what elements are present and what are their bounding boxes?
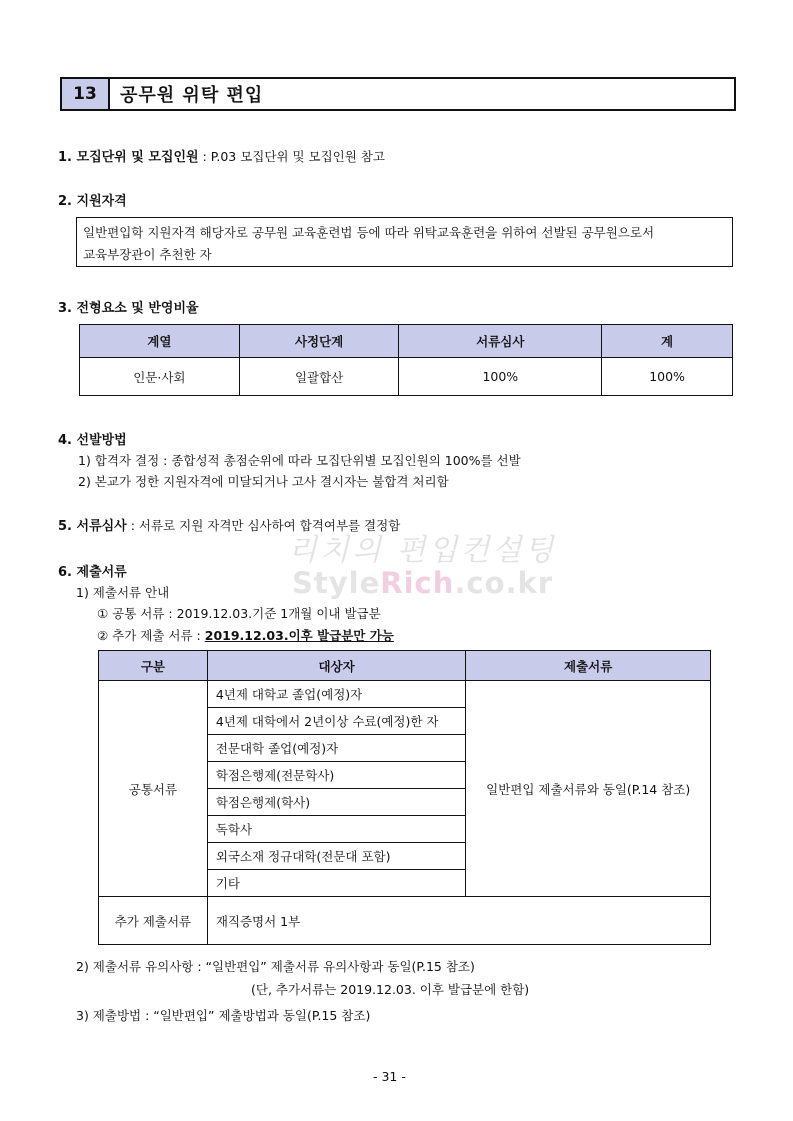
watermark-url-part: .co.kr <box>454 566 554 600</box>
section-4-title: 4. 선발방법 <box>58 433 127 448</box>
table-row <box>99 897 711 945</box>
table-header: 구분 <box>99 651 208 681</box>
eligibility-box <box>76 217 733 267</box>
docs-guide-heading: 1) 제출서류 안내 <box>76 585 170 600</box>
target-item: 외국소재 정규대학(전문대 포함) <box>207 843 466 870</box>
target-item: 독학사 <box>207 816 466 843</box>
table-header: 대상자 <box>207 651 466 681</box>
table-row <box>80 358 733 396</box>
submission-method: 3) 제출방법 : “일반편입” 제출방법과 동일(P.15 참조) <box>76 1008 371 1023</box>
eligibility-line-1: 일반편입학 지원자격 해당자로 공무원 교육훈련법 등에 따라 위탁교육훈련을 위하여 선발된 공무원으로서 <box>83 225 655 240</box>
target-item: 기타 <box>207 870 466 897</box>
table-row <box>99 681 711 708</box>
extra-docs-label: 추가 제출서류 <box>99 897 208 945</box>
docs-bullet-1: ① 공통 서류 : 2019.12.03.기준 1개월 이내 발급분 <box>97 606 381 621</box>
selection-item-2: 2) 본교가 정한 지원자격에 미달되거나 고사 결시자는 불합격 처리함 <box>78 474 449 489</box>
watermark-url <box>292 566 553 600</box>
table-header: 계열 <box>80 325 240 358</box>
docs-notes: 2) 제출서류 유의사항 : “일반편입” 제출서류 유의사항과 동일(P.15 참조) <box>76 959 475 974</box>
target-item: 4년제 대학에서 2년이상 수료(예정)한 자 <box>207 708 466 735</box>
documents-table <box>98 650 711 945</box>
table-cell: 100% <box>399 358 602 396</box>
table-header: 제출서류 <box>466 651 711 681</box>
selection-item-1: 1) 합격자 결정 : 종합성적 총점순위에 따라 모집단위별 모집인원의 100%를 선발 <box>78 453 521 468</box>
target-item: 전문대학 졸업(예정)자 <box>207 735 466 762</box>
table-cell: 일괄합산 <box>239 358 399 396</box>
section-2-title: 2. 지원자격 <box>58 194 127 209</box>
table-header: 서류심사 <box>399 325 602 358</box>
section-number: 13 <box>62 79 110 109</box>
section-6-title: 6. 제출서류 <box>58 565 127 580</box>
watermark-url-part: Style <box>292 566 381 600</box>
docs-notes-detail: (단, 추가서류는 2019.12.03. 이후 발급분에 한함) <box>251 982 530 997</box>
section-title: 공무원 위탁 편입 <box>120 85 264 106</box>
docs-bullet-2-prefix: ② 추가 제출 서류 : <box>97 628 205 643</box>
page-number: - 31 - <box>373 1069 406 1084</box>
eligibility-line-2: 교육부장관이 추천한 자 <box>83 247 212 262</box>
section-3-title: 3. 전형요소 및 반영비율 <box>58 301 199 316</box>
section-1-text: : P.03 모집단위 및 모집인원 참고 <box>202 149 385 164</box>
common-docs-label: 공통서류 <box>99 681 208 897</box>
section-header <box>60 77 736 111</box>
watermark-url-accent: Rich <box>380 566 455 600</box>
section-1 <box>58 146 385 165</box>
target-item: 학점은행제(전문학사) <box>207 762 466 789</box>
section-1-title: 1. 모집단위 및 모집인원 <box>58 150 199 165</box>
section-5-text: : 서류로 지원 자격만 심사하여 합격여부를 결정함 <box>130 518 401 533</box>
target-item: 학점은행제(학사) <box>207 789 466 816</box>
extra-docs-item: 재직증명서 1부 <box>207 897 710 945</box>
table-header: 사정단계 <box>239 325 399 358</box>
watermark-text: 리치의 편입컨설팅 <box>288 533 557 568</box>
section-5-title: 5. 서류심사 <box>58 519 127 534</box>
common-docs-requirement: 일반편입 제출서류와 동일(P.14 참조) <box>466 681 711 897</box>
target-item: 4년제 대학교 졸업(예정)자 <box>207 681 466 708</box>
docs-bullet-2 <box>97 626 394 644</box>
selection-ratio-table <box>79 324 733 396</box>
table-cell: 100% <box>602 358 733 396</box>
table-cell: 인문·사회 <box>80 358 240 396</box>
table-header: 계 <box>602 325 733 358</box>
docs-bullet-2-emphasis: 2019.12.03.이후 발급분만 가능 <box>204 628 394 643</box>
